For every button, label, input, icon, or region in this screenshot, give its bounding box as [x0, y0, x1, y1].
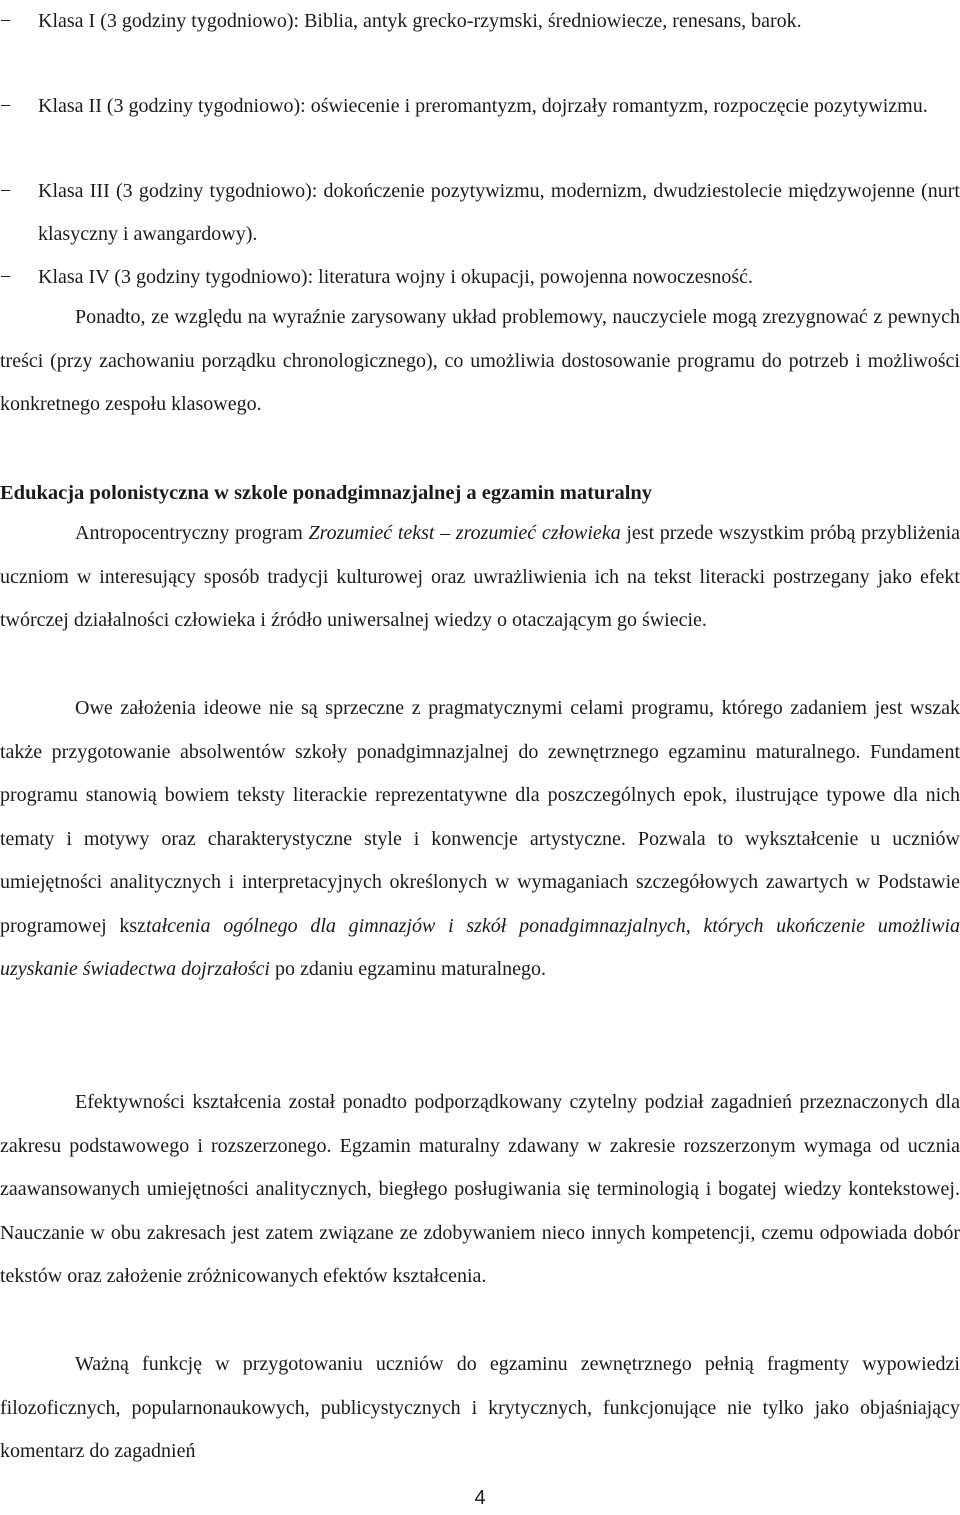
list-item [0, 0, 960, 85]
paragraph-function: Ważną funkcję w przygotowaniu uczniów do egzaminu zewnętrznego pełnią fragmenty wypowiedzi filozoficznych, popularnonaukowych, publicystycznych i krytycznych, funkcjonujące nie tylko jako objaśniający komentarz do zagadnień [0, 1353, 960, 1462]
dash-bullet: − [0, 266, 12, 288]
list-item-text: Klasa III (3 godziny tygodniowo): dokończenie pozytywizmu, modernizm, dwudziestolecie międzywojenne (nurt klasyczny i awangardowy). [38, 180, 960, 245]
paragraph-assumptions-text: Owe założenia ideowe nie są sprzeczne z pragmatycznymi celami programu, którego zadaniem jest wszak także przygotowanie absolwentów szkoły ponadgimnazjalnej do zewnętrznego egzaminu maturalnego. Fundament programu stanowią bowiem teksty literackie reprezentatywne dla poszczególnych epok, ilustrujące typowe dla nich tematy i motywy oraz charakterystyczne style i konwencje artystyczne. Pozwala to wykształcenie u uczniów umiejętności analitycznych i interpretacyjnych określonych w wymaganiach szczegółowych zawartych w Podstawie programowej ksz [0, 697, 960, 937]
class-schedule-list [0, 0, 960, 299]
list-item-text: Klasa II (3 godziny tygodniowo): oświecenie i preromantyzm, dojrzały romantyzm, rozpoczęcie pozytywizmu. [38, 95, 928, 117]
paragraph-intro: Ponadto, ze względu na wyraźnie zarysowany układ problemowy, nauczyciele mogą zrezygnować z pewnych treści (przy zachowaniu porządku chronologicznego), co umożliwia dostosowanie programu do potrzeb i możliwości konkretnego zespołu klasowego. [0, 306, 960, 415]
dash-bullet: − [0, 10, 12, 32]
list-item-text: Klasa I (3 godziny tygodniowo): Biblia, antyk grecko-rzymski, średniowiecze, renesans, barok. [38, 10, 802, 32]
list-item-text: Klasa IV (3 godziny tygodniowo): literatura wojny i okupacji, powojenna nowoczesność. [38, 266, 754, 288]
dash-bullet: − [0, 180, 12, 202]
dash-bullet: − [0, 95, 12, 117]
paragraph-efficiency: Efektywności kształcenia został ponadto podporządkowany czytelny podział zagadnień przeznaczonych dla zakresu podstawowego i rozszerzonego. Egzamin maturalny zdawany w zakresie rozszerzonym wymaga od ucznia zaawansowanych umiejętności analitycznych, biegłego posługiwania się terminologią i bogatej wiedzy kontekstowej. Nauczanie w obu zakresach jest zatem związane ze zdobywaniem nieco innych kompetencji, czemu odpowiada dobór tekstów oraz założenie zróżnicowanych efektów kształcenia. [0, 1091, 960, 1287]
paragraph-assumptions [0, 687, 960, 992]
paragraph-program-text: jest przede wszystkim próbą przybliżenia uczniom w interesujący sposób tradycji kulturowej oraz uwrażliwienia ich na tekst literacki postrzegany jako efekt twórczej działalności człowieka i źródło uniwersalnej wiedzy o otaczającym go świecie. [0, 522, 960, 631]
program-title: Zrozumieć tekst – zrozumieć człowieka [308, 522, 621, 544]
section-heading: Edukacja polonistyczna w szkole ponadgimnazjalnej a egzamin maturalny [0, 482, 653, 504]
paragraph-program [0, 512, 960, 643]
list-item [0, 256, 960, 299]
list-item [0, 85, 960, 170]
paragraph-program-text: Antropocentryczny program [75, 522, 309, 544]
list-item [0, 170, 960, 256]
page-number: 4 [474, 1487, 486, 1509]
regulation-title: tałcenia ogólnego dla gimnazjów i szkół ponadgimnazjalnych, których ukończenie umożliwia uzyskanie świadectwa dojrzałości [0, 914, 960, 980]
paragraph-assumptions-text: po zdaniu egzaminu maturalnego. [269, 958, 546, 980]
